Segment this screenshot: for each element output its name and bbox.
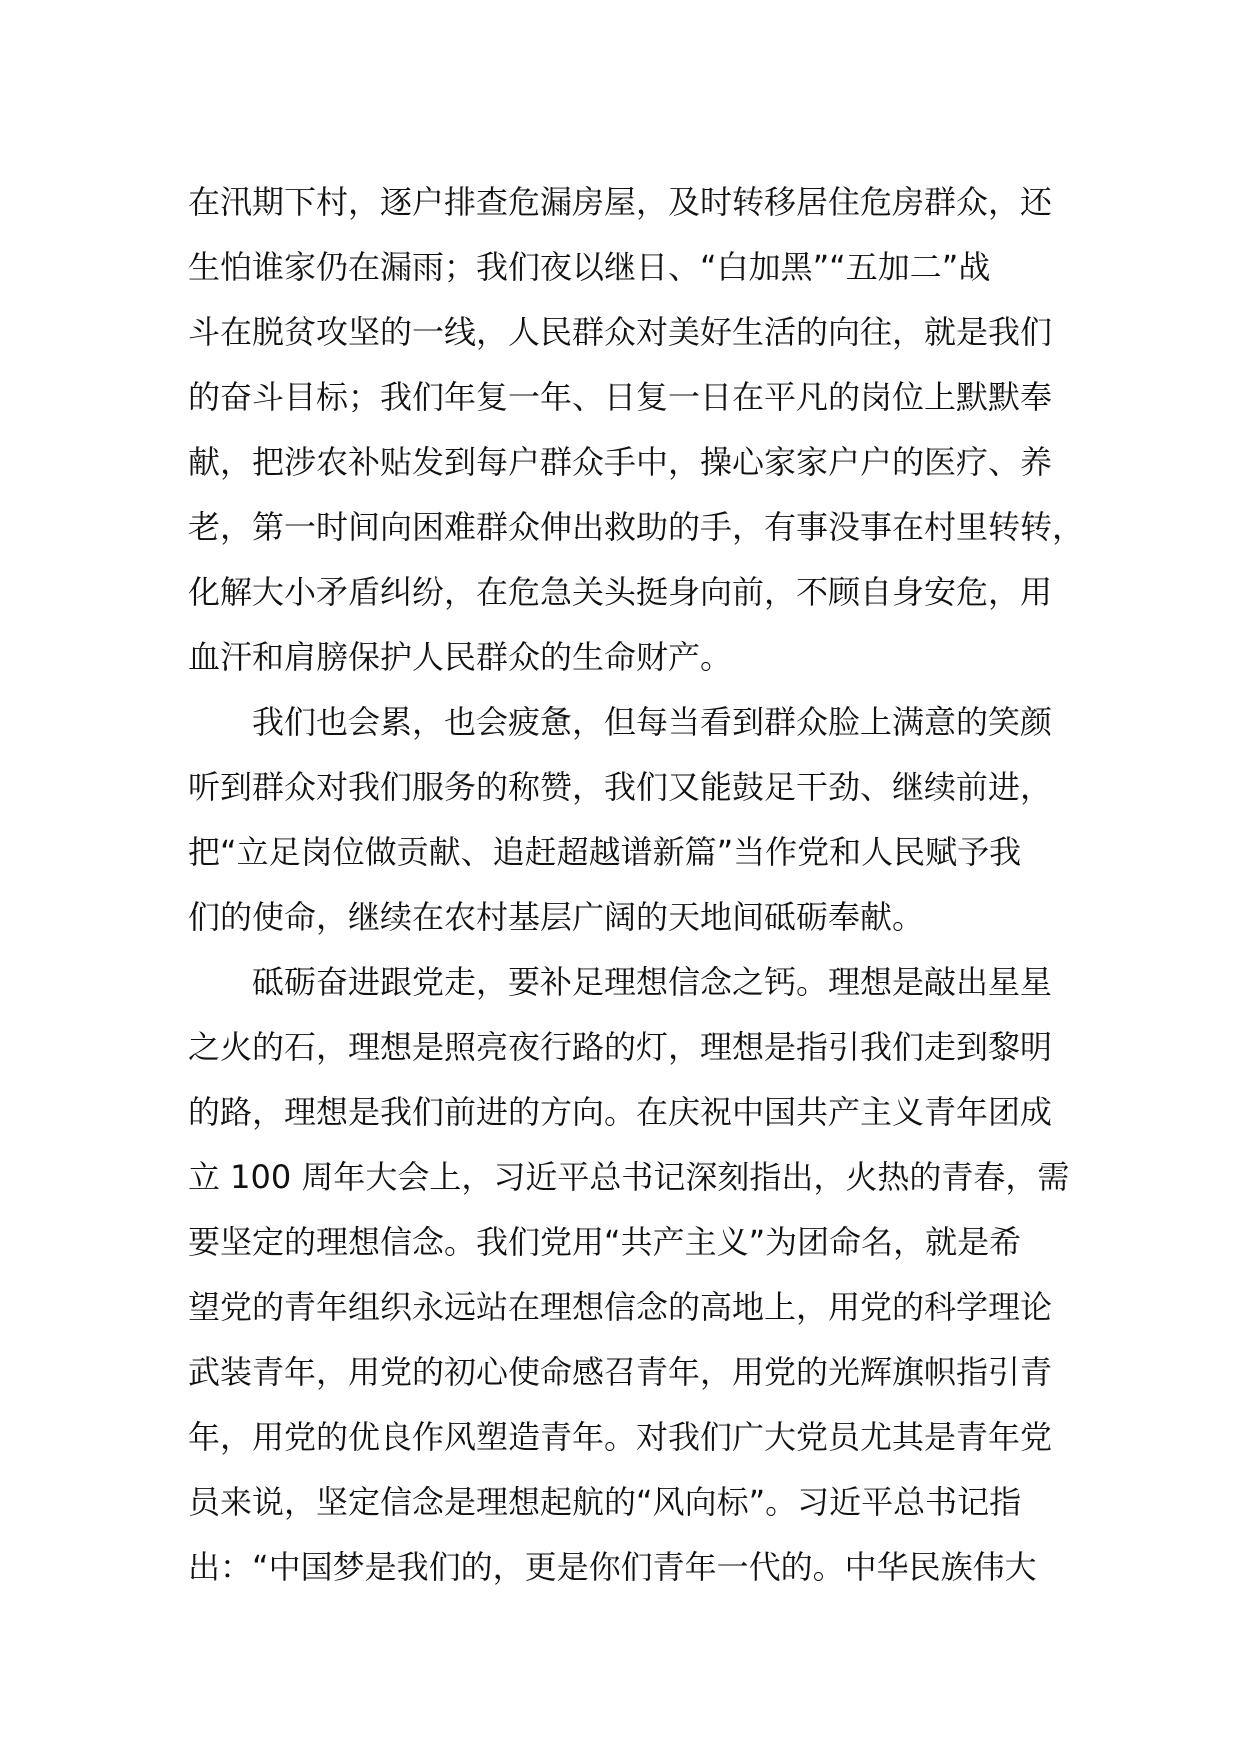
text-line: 听到群众对我们服务的称赞，我们又能鼓足干劲、继续前进， [188, 768, 1053, 806]
text-line: 的路，理想是我们前进的方向。在庆祝中国共产主义青年团成 [188, 1093, 1053, 1131]
body-text [188, 170, 1088, 1600]
text-line: 要坚定的理想信念。我们党用“共产主义”为团命名，就是希 [188, 1223, 1022, 1261]
paragraph-first-line: 我们也会累，也会疲惫，但每当看到群众脸上满意的笑颜 [252, 703, 1053, 741]
text-line: 斗在脱贫攻坚的一线，人民群众对美好生活的向往，就是我们 [188, 313, 1053, 351]
text-line: 立 100 周年大会上，习近平总书记深刻指出，火热的青春，需 [188, 1158, 1070, 1196]
text-line: 把“立足岗位做贡献、追赶超越谱新篇”当作党和人民赋予我 [188, 833, 1022, 871]
text-line: 献，把涉农补贴发到每户群众手中，操心家家户户的医疗、养 [188, 443, 1053, 481]
text-line: 血汗和肩膀保护人民群众的生命财产。 [188, 638, 733, 676]
text-line: 的奋斗目标；我们年复一年、日复一日在平凡的岗位上默默奉 [188, 378, 1053, 416]
text-line: 老，第一时间向困难群众伸出救助的手，有事没事在村里转转， [188, 508, 1085, 546]
text-line: 之火的石，理想是照亮夜行路的灯，理想是指引我们走到黎明 [188, 1028, 1053, 1066]
text-line: 出：“中国梦是我们的，更是你们青年一代的。中华民族伟大 [188, 1548, 1037, 1586]
text-line: 们的使命，继续在农村基层广阔的天地间砥砺奉献。 [188, 898, 925, 936]
text-line: 年，用党的优良作风塑造青年。对我们广大党员尤其是青年党 [188, 1418, 1053, 1456]
text-line: 武装青年，用党的初心使命感召青年，用党的光辉旗帜指引青 [188, 1353, 1053, 1391]
text-line: 员来说，坚定信念是理想起航的“风向标”。习近平总书记指 [188, 1483, 1022, 1521]
text-line: 在汛期下村，逐户排查危漏房屋，及时转移居住危房群众，还 [188, 183, 1053, 221]
paragraph-first-line: 砥砺奋进跟党走，要补足理想信念之钙。理想是敲出星星 [252, 963, 1053, 1001]
text-line: 望党的青年组织永远站在理想信念的高地上，用党的科学理论 [188, 1288, 1053, 1326]
text-line: 生怕谁家仍在漏雨；我们夜以继日、“白加黑”“五加二”战 [188, 248, 991, 286]
text-line: 化解大小矛盾纠纷，在危急关头挺身向前，不顾自身安危，用 [188, 573, 1053, 611]
